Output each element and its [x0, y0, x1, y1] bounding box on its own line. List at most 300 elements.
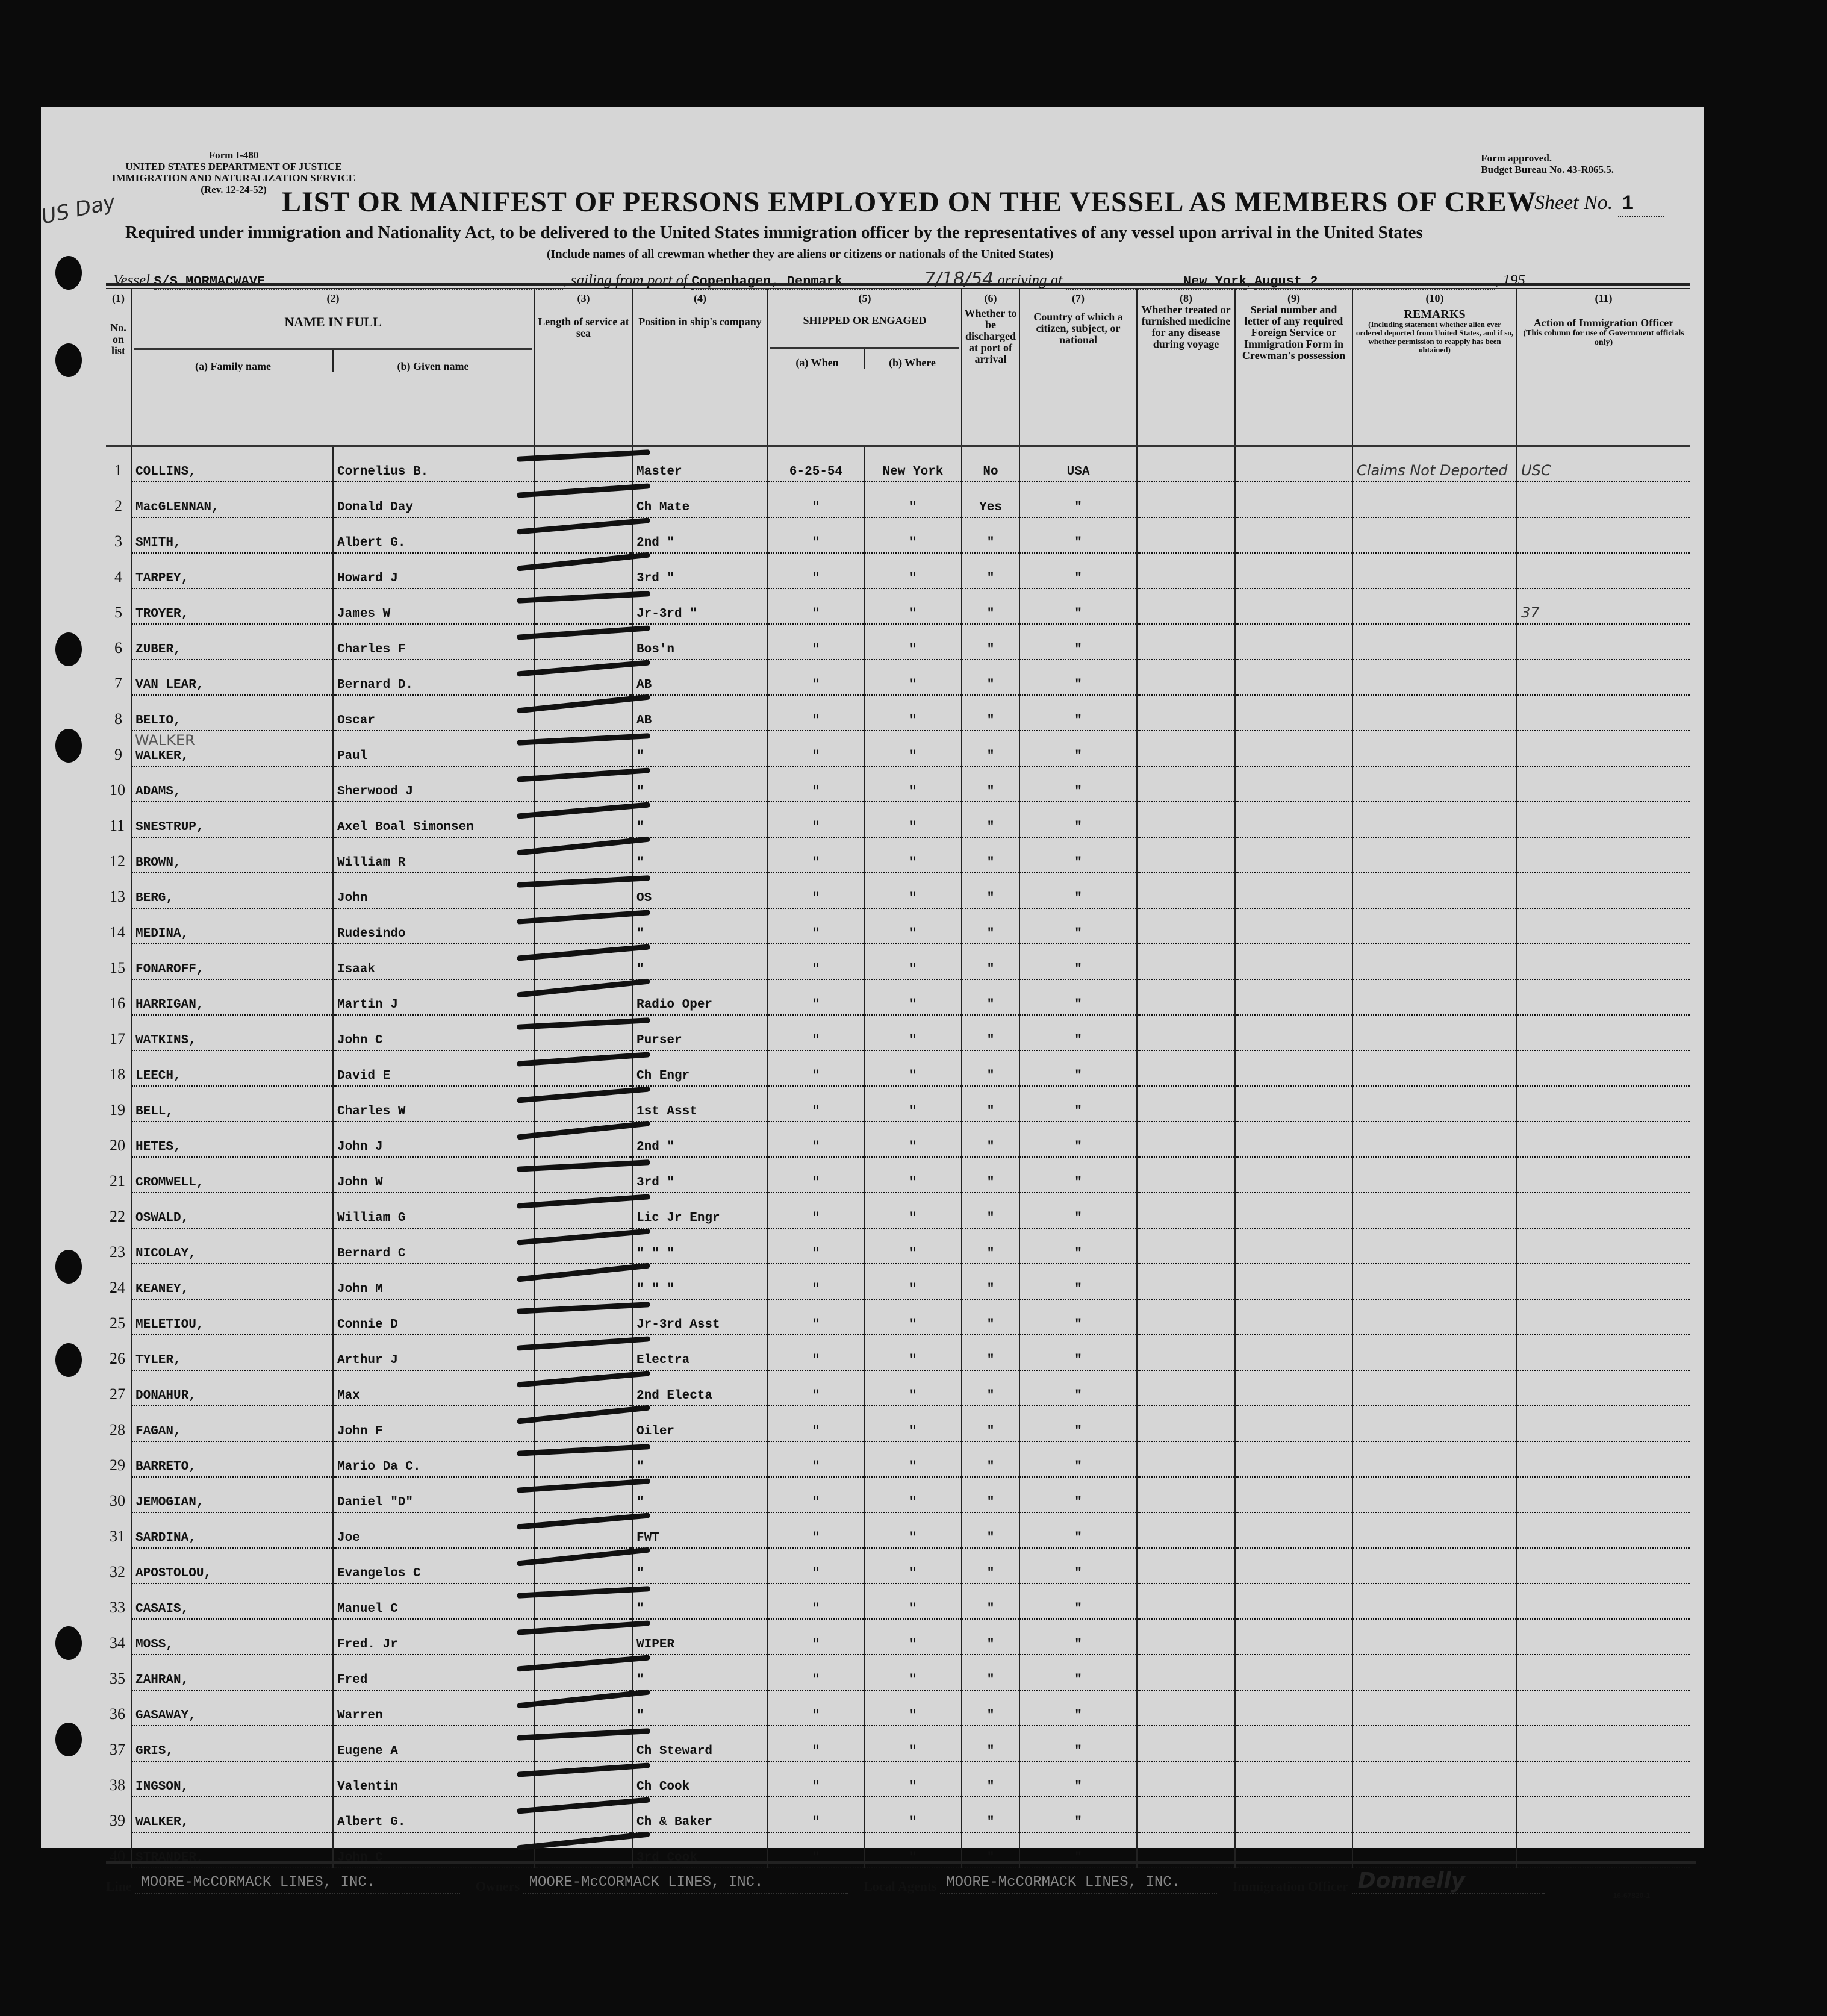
shipped-where: " [864, 553, 962, 588]
remarks [1352, 944, 1517, 979]
discharged: " [962, 553, 1019, 588]
serial-number [1235, 1655, 1352, 1690]
given-name: Oscar [333, 695, 535, 731]
table-row [106, 660, 1690, 695]
arrival-date: August 2 [1254, 274, 1495, 290]
vessel-name: S/S MORMACWAVE [154, 274, 563, 290]
medicine [1137, 1584, 1235, 1619]
table-row [106, 1655, 1690, 1690]
immigration-action [1517, 1299, 1690, 1335]
shipped-where: " [864, 1015, 962, 1050]
position: " [632, 1441, 768, 1477]
medicine [1137, 979, 1235, 1015]
immigration-action [1517, 1015, 1690, 1050]
serial-number [1235, 1157, 1352, 1193]
table-row [106, 944, 1690, 979]
shipped-when: " [768, 1726, 864, 1761]
remarks [1352, 731, 1517, 766]
discharged: " [962, 1157, 1019, 1193]
punch-hole [55, 1626, 82, 1660]
discharged: " [962, 624, 1019, 660]
immigration-action [1517, 695, 1690, 731]
serial-number [1235, 695, 1352, 731]
discharged: " [962, 1228, 1019, 1264]
family-name: WALKER, [131, 731, 333, 766]
table-row [106, 1122, 1690, 1157]
given-name: John M [333, 1264, 535, 1299]
shipped-when: " [768, 1584, 864, 1619]
port-to: New York [1066, 274, 1247, 290]
country: " [1019, 1512, 1137, 1548]
department-name: UNITED STATES DEPARTMENT OF JUSTICE [125, 161, 342, 172]
col-number: (1) No. on list [110, 292, 126, 357]
family-name: CASAIS, [131, 1584, 333, 1619]
country: " [1019, 1690, 1137, 1726]
position: 2nd Electa [632, 1370, 768, 1406]
remarks [1352, 1264, 1517, 1299]
form-approval [1481, 152, 1614, 175]
discharged: " [962, 695, 1019, 731]
shipped-when: " [768, 1797, 864, 1832]
family-name: MELETIOU, [131, 1299, 333, 1335]
shipped-where: " [864, 944, 962, 979]
line-label: Line [106, 1879, 132, 1894]
position: 3rd " [632, 1157, 768, 1193]
table-row [106, 1441, 1690, 1477]
year-label: , 195 [1495, 272, 1525, 289]
shipped-when: " [768, 1122, 864, 1157]
voyage-line: Vessel S/S MORMACWAVE , sailing from port of Copenhagen, Denmark 7/18/54 arriving at New York, August 2 , 195 [113, 269, 1525, 290]
remarks [1352, 624, 1517, 660]
shipped-where: " [864, 837, 962, 873]
table-row [106, 802, 1690, 837]
col-position: (4) Position in ship's company [632, 289, 768, 446]
shipped-where: " [864, 1690, 962, 1726]
shipped-where: " [864, 1441, 962, 1477]
medicine [1137, 660, 1235, 695]
remarks [1352, 873, 1517, 908]
medicine [1137, 1264, 1235, 1299]
col-when: (a) When [795, 357, 839, 369]
medicine [1137, 1370, 1235, 1406]
immigration-action [1517, 482, 1690, 517]
shipped-where: " [864, 1264, 962, 1299]
immigration-action [1517, 1619, 1690, 1655]
immigration-action [1517, 1228, 1690, 1264]
manifest-sheet [39, 107, 1704, 1900]
discharged: " [962, 979, 1019, 1015]
agents-label: Local Agents [864, 1879, 937, 1894]
remarks [1352, 1228, 1517, 1264]
shipped-when: " [768, 1548, 864, 1584]
given-name: Charles W [333, 1086, 535, 1122]
remarks [1352, 802, 1517, 837]
shipped-when: " [768, 802, 864, 837]
family-name: GRIS, [131, 1726, 333, 1761]
country: " [1019, 1086, 1137, 1122]
shipped-when: " [768, 837, 864, 873]
given-name: Cornelius B. [333, 447, 535, 482]
family-name: VAN LEAR, [131, 660, 333, 695]
immigration-action [1517, 1122, 1690, 1157]
row-number: 21 [110, 1172, 125, 1190]
page-title: LIST OR MANIFEST OF PERSONS EMPLOYED ON THE VESSEL AS MEMBERS OF CREW [282, 186, 1537, 218]
serial-number [1235, 624, 1352, 660]
col-discharged: (6) Whether to be discharged at port of arrival [962, 289, 1019, 446]
table-row [106, 1690, 1690, 1726]
family-name: KEANEY, [131, 1264, 333, 1299]
row-number: 3 [114, 532, 122, 550]
punch-hole [55, 256, 82, 290]
table-row [106, 1050, 1690, 1086]
country: " [1019, 1584, 1137, 1619]
discharged: " [962, 1690, 1019, 1726]
shipped-where: " [864, 1512, 962, 1548]
family-name: ZAHRAN, [131, 1655, 333, 1690]
shipped-where: " [864, 1832, 962, 1868]
col-shipped: (5) SHIPPED OR ENGAGED (a) When (b) Where [768, 289, 962, 446]
medicine [1137, 1015, 1235, 1050]
table-row [106, 1370, 1690, 1406]
table-row [106, 873, 1690, 908]
position: " [632, 802, 768, 837]
row-number: 1 [114, 461, 122, 479]
serial-number [1235, 766, 1352, 802]
row-number: 13 [110, 887, 125, 905]
family-name: WATKINS, [131, 1015, 333, 1050]
row-number: 22 [110, 1207, 125, 1225]
serial-number [1235, 873, 1352, 908]
discharged: " [962, 1655, 1019, 1690]
sheet-value: 1 [1618, 193, 1664, 217]
remarks [1352, 1441, 1517, 1477]
country: " [1019, 1441, 1137, 1477]
shipped-where: " [864, 1370, 962, 1406]
medicine [1137, 1548, 1235, 1584]
table-row [106, 1228, 1690, 1264]
country: " [1019, 1619, 1137, 1655]
table-row [106, 588, 1690, 624]
table-row [106, 1477, 1690, 1512]
given-name: Mario Da C. [333, 1441, 535, 1477]
immigration-action [1517, 1655, 1690, 1690]
family-name: SARDINA, [131, 1512, 333, 1548]
position: WIPER [632, 1619, 768, 1655]
serial-number [1235, 588, 1352, 624]
shipped-where: " [864, 1584, 962, 1619]
position: " [632, 837, 768, 873]
serial-number [1235, 1193, 1352, 1228]
country: " [1019, 1228, 1137, 1264]
sheet-number [1534, 192, 1664, 216]
medicine [1137, 1441, 1235, 1477]
shipped-when: " [768, 944, 864, 979]
family-name: LEECH, [131, 1050, 333, 1086]
remarks [1352, 1015, 1517, 1050]
footer [106, 1861, 1696, 1894]
discharged: " [962, 1086, 1019, 1122]
given-name: John W [333, 1157, 535, 1193]
discharged: " [962, 1441, 1019, 1477]
position: " " " [632, 1228, 768, 1264]
discharged: " [962, 1512, 1019, 1548]
immigration-action [1517, 1050, 1690, 1086]
medicine [1137, 588, 1235, 624]
discharged: " [962, 1122, 1019, 1157]
given-name: John F [333, 1406, 535, 1441]
table-row [106, 908, 1690, 944]
country: " [1019, 1122, 1137, 1157]
immigration-action [1517, 766, 1690, 802]
row-number: 31 [110, 1527, 125, 1545]
medicine [1137, 1619, 1235, 1655]
shipped-where: " [864, 1299, 962, 1335]
discharged: " [962, 731, 1019, 766]
officer-label: Immigration Officer [1232, 1879, 1349, 1894]
remarks [1352, 1690, 1517, 1726]
remarks [1352, 553, 1517, 588]
country: " [1019, 1761, 1137, 1797]
shipped-where: " [864, 517, 962, 553]
country: " [1019, 1157, 1137, 1193]
serial-number [1235, 1797, 1352, 1832]
crew-rows [106, 447, 1690, 1868]
discharged: " [962, 837, 1019, 873]
medicine [1137, 1157, 1235, 1193]
remarks [1352, 1050, 1517, 1086]
given-name: Evangelos C [333, 1548, 535, 1584]
col-serial: (9) Serial number and letter of any required Foreign Service or Immigration Form in Crewman's possession [1235, 289, 1352, 446]
country: " [1019, 1655, 1137, 1690]
table-row [106, 1548, 1690, 1584]
given-name: James W [333, 588, 535, 624]
remarks [1352, 1726, 1517, 1761]
discharged: " [962, 1584, 1019, 1619]
punch-hole [55, 729, 82, 763]
shipped-where: " [864, 660, 962, 695]
shipped-where: " [864, 1477, 962, 1512]
given-name: Daniel "D" [333, 1477, 535, 1512]
family-name: MEDINA, [131, 908, 333, 944]
given-name: Albert G. [333, 517, 535, 553]
serial-number [1235, 1335, 1352, 1370]
family-name: SMITH, [131, 517, 333, 553]
discharged: " [962, 873, 1019, 908]
given-name: Valentin [333, 1761, 535, 1797]
family-name: NICOLAY, [131, 1228, 333, 1264]
country: " [1019, 1832, 1137, 1868]
shipped-where: " [864, 908, 962, 944]
given-name: Albert G. [333, 1797, 535, 1832]
row-number: 26 [110, 1349, 125, 1367]
position: FWT [632, 1512, 768, 1548]
country: " [1019, 1477, 1137, 1512]
medicine [1137, 695, 1235, 731]
arriving-label: arriving at [997, 272, 1063, 289]
immigration-action [1517, 979, 1690, 1015]
family-name: BERG, [131, 873, 333, 908]
immigration-action [1517, 553, 1690, 588]
serial-number [1235, 802, 1352, 837]
given-name: Howard J [333, 553, 535, 588]
shipped-where: " [864, 1335, 962, 1370]
serial-number [1235, 1406, 1352, 1441]
shipped-when: " [768, 1050, 864, 1086]
shipped-when: " [768, 1761, 864, 1797]
position: 3rd Cook [632, 1832, 768, 1868]
medicine [1137, 1477, 1235, 1512]
country: " [1019, 660, 1137, 695]
serial-number [1235, 1761, 1352, 1797]
col-name: (2) NAME IN FULL (a) Family name (b) Given name [131, 289, 535, 446]
table-row [106, 1193, 1690, 1228]
row-number: 15 [110, 958, 125, 976]
family-name: ADAMS, [131, 766, 333, 802]
shipped-where: " [864, 1619, 962, 1655]
print-code: 16-67820-1 [1613, 1891, 1650, 1900]
discharged: " [962, 1477, 1019, 1512]
shipped-when: " [768, 1264, 864, 1299]
immigration-action [1517, 1370, 1690, 1406]
serial-number [1235, 979, 1352, 1015]
medicine [1137, 447, 1235, 482]
port-from: Copenhagen, Denmark [691, 274, 920, 290]
medicine [1137, 1228, 1235, 1264]
shipped-when: " [768, 1441, 864, 1477]
table-row [106, 1797, 1690, 1832]
position: Ch Engr [632, 1050, 768, 1086]
immigration-action [1517, 1406, 1690, 1441]
remarks [1352, 1406, 1517, 1441]
discharged: " [962, 1548, 1019, 1584]
col-action: (11) Action of Immigration Officer (This column for use of Government officials only) [1517, 289, 1690, 446]
family-name: FAGAN, [131, 1406, 333, 1441]
shipped-where: " [864, 482, 962, 517]
immigration-action [1517, 1512, 1690, 1548]
table-row [106, 1619, 1690, 1655]
row-number: 5 [114, 603, 122, 621]
shipped-when: " [768, 1406, 864, 1441]
family-name: CROMWELL, [131, 1157, 333, 1193]
position: " " " [632, 1264, 768, 1299]
immigration-action [1517, 1584, 1690, 1619]
medicine [1137, 1512, 1235, 1548]
family-name: BROWN, [131, 837, 333, 873]
position: Electra [632, 1335, 768, 1370]
position: Oiler [632, 1406, 768, 1441]
remarks [1352, 1655, 1517, 1690]
position: 3rd " [632, 553, 768, 588]
given-name: Eugene A [333, 1726, 535, 1761]
family-name: OSWALD, [131, 1193, 333, 1228]
table-row [106, 1726, 1690, 1761]
country: " [1019, 979, 1137, 1015]
position: Ch Cook [632, 1761, 768, 1797]
shipped-when: " [768, 731, 864, 766]
table-row [106, 447, 1690, 482]
table-row [106, 979, 1690, 1015]
given-name: Manuel C [333, 1584, 535, 1619]
medicine [1137, 731, 1235, 766]
shipped-where: " [864, 1086, 962, 1122]
remarks [1352, 1193, 1517, 1228]
col-given-name: (b) Given name [332, 350, 532, 372]
medicine [1137, 553, 1235, 588]
position: Master [632, 447, 768, 482]
remarks [1352, 908, 1517, 944]
shipped-where: " [864, 624, 962, 660]
position: " [632, 731, 768, 766]
handwritten-stamp: US Day [39, 190, 118, 229]
discharged: " [962, 1193, 1019, 1228]
country: USA [1019, 447, 1137, 482]
family-name: STRANDER, [131, 1832, 333, 1868]
row-number: 34 [110, 1634, 125, 1652]
country: " [1019, 624, 1137, 660]
discharged: " [962, 588, 1019, 624]
owners-value: MOORE-McCORMACK LINES, INC. [523, 1874, 848, 1894]
column-header-row [106, 289, 1690, 446]
table-row [106, 695, 1690, 731]
family-name: TYLER, [131, 1335, 333, 1370]
row-number: 12 [110, 852, 125, 870]
position: " [632, 1690, 768, 1726]
position: 2nd " [632, 517, 768, 553]
given-name: Bernard C [333, 1228, 535, 1264]
col-where: (b) Where [864, 349, 959, 369]
position: " [632, 1477, 768, 1512]
country: " [1019, 1370, 1137, 1406]
handwritten-date: 7/18/54 [924, 269, 994, 290]
given-name: Fred. Jr [333, 1619, 535, 1655]
immigration-action [1517, 1086, 1690, 1122]
shipped-when: " [768, 1193, 864, 1228]
shipped-when: " [768, 873, 864, 908]
serial-number [1235, 1264, 1352, 1299]
medicine [1137, 482, 1235, 517]
position: " [632, 908, 768, 944]
serial-number [1235, 1050, 1352, 1086]
shipped-when: " [768, 1619, 864, 1655]
discharged: " [962, 1761, 1019, 1797]
shipped-when: " [768, 1228, 864, 1264]
remarks [1352, 695, 1517, 731]
discharged: " [962, 908, 1019, 944]
shipped-when: " [768, 1157, 864, 1193]
punch-hole [55, 1343, 82, 1377]
serial-number [1235, 1122, 1352, 1157]
serial-number [1235, 1299, 1352, 1335]
given-name: Donald Day [333, 482, 535, 517]
serial-number [1235, 482, 1352, 517]
given-name: Connie D [333, 1299, 535, 1335]
col-length-service: (3) Length of service at sea [535, 289, 632, 446]
subtitle: Required under immigration and Nationality Act, to be delivered to the United States immigration officer by the representatives of any vessel upon arrival in the United States [125, 223, 1423, 242]
family-name: HARRIGAN, [131, 979, 333, 1015]
serial-number [1235, 837, 1352, 873]
immigration-action [1517, 837, 1690, 873]
shipped-where: " [864, 1406, 962, 1441]
discharged: " [962, 517, 1019, 553]
line-value: MOORE-McCORMACK LINES, INC. [135, 1874, 460, 1894]
row-number: 27 [110, 1385, 125, 1403]
shipped-where: " [864, 695, 962, 731]
shipped-when: " [768, 908, 864, 944]
immigration-action [1517, 802, 1690, 837]
immigration-action [1517, 1193, 1690, 1228]
given-name: Axel Boal Simonsen [333, 802, 535, 837]
table-row [106, 1299, 1690, 1335]
